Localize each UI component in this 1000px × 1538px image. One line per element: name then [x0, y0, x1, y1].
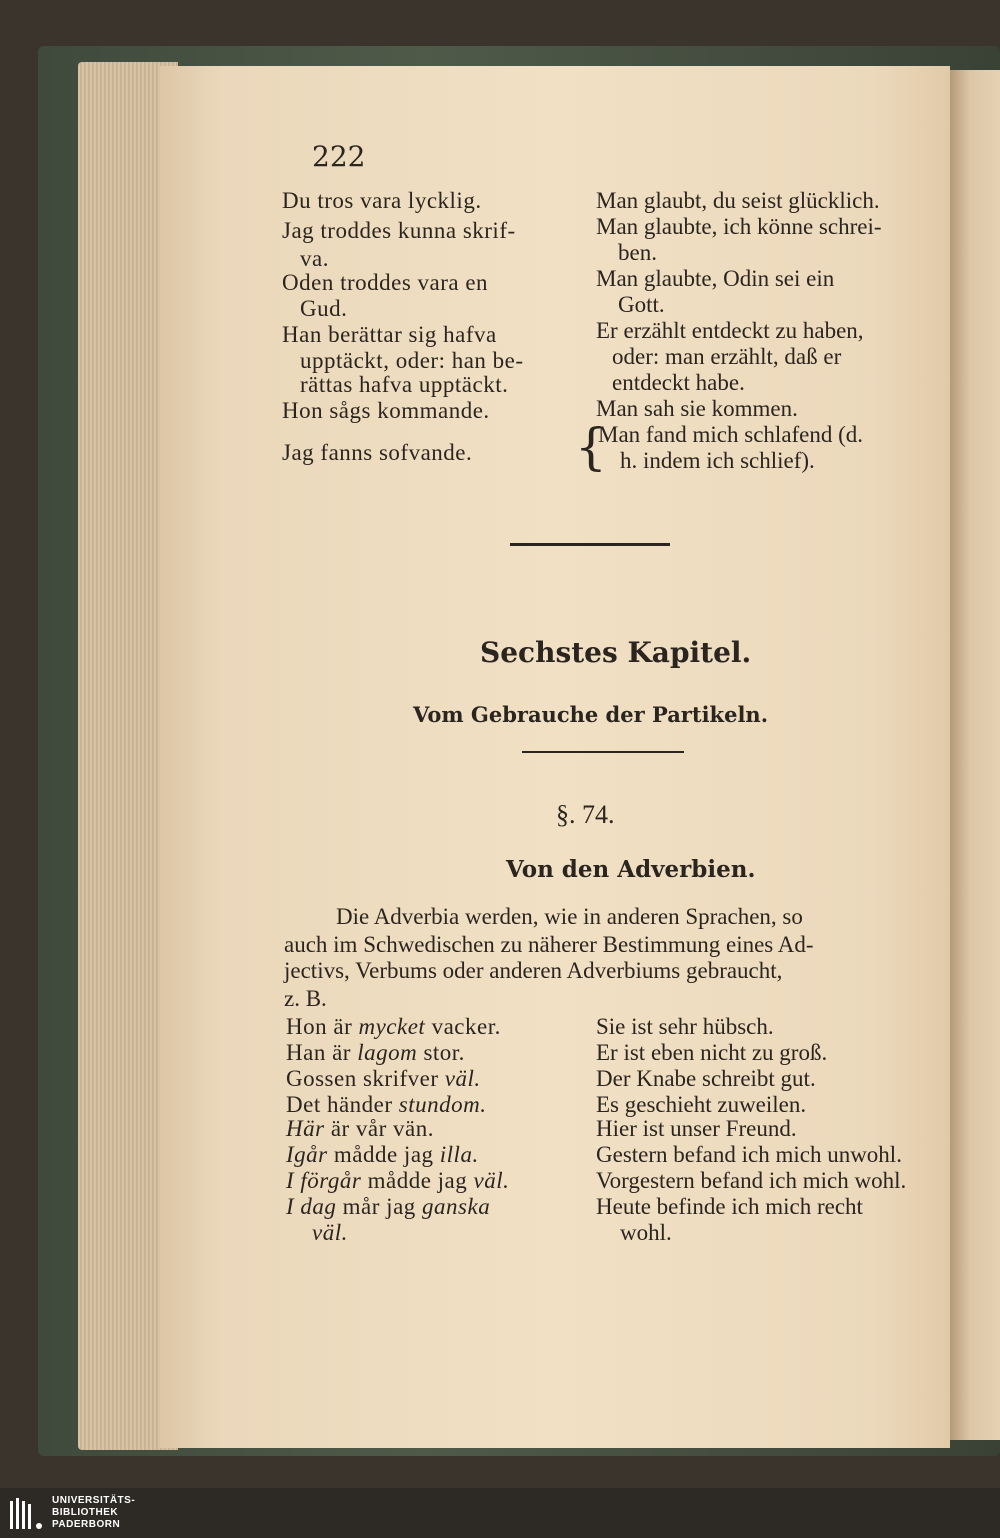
logo-line-2: BIBLIOTHEK — [52, 1507, 119, 1518]
swedish-example-bottom — [312, 1220, 348, 1246]
german-example-top: Gott. — [618, 292, 665, 317]
swedish-example-bottom — [286, 1116, 434, 1142]
german-example-top: Man sah sie kommen. — [596, 396, 798, 421]
italic-adverb: Här — [286, 1116, 325, 1141]
german-example-top: Man glaubte, Odin sei ein — [596, 266, 835, 291]
paragraph-line: z. B. — [284, 986, 327, 1011]
swedish-example-top: Jag troddes kunna skrif- — [282, 218, 516, 243]
section-title: Von den Adverbien. — [506, 856, 756, 883]
swedish-example-top: Oden troddes vara en — [282, 270, 489, 295]
german-example-top: ben. — [618, 240, 657, 265]
german-example-top: Man glaubt, du seist glücklich. — [596, 188, 880, 213]
swedish-example-bottom — [286, 1014, 501, 1040]
curly-brace-icon: { — [575, 418, 607, 476]
swedish-example-top: Han berättar sig hafva — [282, 322, 497, 347]
italic-adverb: I förgår — [286, 1168, 362, 1193]
swedish-example-bottom — [286, 1066, 481, 1092]
divider-ornament — [510, 543, 670, 546]
italic-adverb: lagom — [357, 1040, 418, 1065]
swedish-example-top: upptäckt, oder: han be- — [300, 348, 524, 373]
swedish-example-top: Hon sågs kommande. — [282, 398, 490, 423]
german-example-top: h. indem ich schlief). — [620, 448, 815, 473]
german-example-bottom: Gestern befand ich mich unwohl. — [596, 1142, 902, 1167]
swedish-text: vacker. — [425, 1014, 501, 1039]
italic-adverb: I dag — [286, 1194, 337, 1219]
italic-adverb: illa. — [439, 1142, 479, 1167]
swedish-example-top: Du tros vara lycklig. — [282, 188, 482, 213]
chapter-title: Sechstes Kapitel. — [480, 636, 752, 669]
footer-bar — [0, 1488, 1000, 1538]
swedish-example-top: Gud. — [300, 296, 348, 321]
german-example-top: Man fand mich schlafend (d. — [598, 422, 864, 447]
swedish-text: Det händer — [286, 1092, 399, 1117]
swedish-example-top: va. — [300, 246, 329, 271]
logo-line-3: PADERBORN — [52, 1519, 121, 1530]
logo-line-1: UNIVERSITÄTS- — [52, 1495, 136, 1506]
german-example-bottom: Heute befinde ich mich recht — [596, 1194, 863, 1219]
german-example-bottom: wohl. — [620, 1220, 672, 1245]
chapter-subtitle: Vom Gebrauche der Partikeln. — [413, 702, 769, 727]
italic-adverb: mycket — [358, 1014, 426, 1039]
swedish-text: mådde jag — [327, 1142, 440, 1167]
swedish-example-top: Jag fanns sofvande. — [282, 440, 473, 465]
german-example-bottom: Es geschieht zuweilen. — [596, 1092, 807, 1117]
swedish-text: är vår vän. — [324, 1116, 435, 1141]
library-logo-text — [52, 1495, 135, 1531]
swedish-example-bottom — [286, 1168, 509, 1194]
swedish-text: Gossen skrifver — [286, 1066, 445, 1091]
swedish-example-top: rättas hafva upptäckt. — [300, 372, 509, 397]
paragraph-line: auch im Schwedischen zu näherer Bestimmung eines Ad- — [284, 932, 814, 957]
italic-adverb: väl. — [473, 1168, 510, 1193]
german-example-bottom: Vorgestern befand ich mich wohl. — [596, 1168, 907, 1193]
paragraph-line: Die Adverbia werden, wie in anderen Sprachen, so — [336, 904, 803, 929]
swedish-example-bottom — [286, 1040, 465, 1066]
italic-adverb: väl. — [312, 1220, 348, 1245]
paragraph-line: jectivs, Verbums oder anderen Adverbiums gebraucht, — [284, 958, 783, 983]
swedish-text: Han är — [286, 1040, 358, 1065]
italic-adverb: ganska — [422, 1194, 491, 1219]
page-number: 222 — [312, 140, 366, 173]
next-page-edge — [950, 70, 1000, 1440]
swedish-text: Hon är — [286, 1014, 359, 1039]
german-example-bottom: Sie ist sehr hübsch. — [596, 1014, 774, 1039]
swedish-example-bottom — [286, 1194, 490, 1220]
library-logo-icon — [6, 1495, 46, 1533]
german-example-top: oder: man erzählt, daß er — [612, 344, 842, 369]
swedish-example-bottom — [286, 1092, 487, 1118]
german-example-bottom: Der Knabe schreibt gut. — [596, 1066, 816, 1091]
italic-adverb: stundom. — [398, 1092, 487, 1117]
german-example-top: Man glaubte, ich könne schrei- — [596, 214, 882, 239]
german-example-bottom: Er ist eben nicht zu groß. — [596, 1040, 828, 1065]
italic-adverb: väl. — [444, 1066, 481, 1091]
section-number: §. 74. — [556, 800, 615, 829]
german-example-top: entdeckt habe. — [612, 370, 745, 395]
german-example-top: Er erzählt entdeckt zu haben, — [596, 318, 864, 343]
swedish-text: mådde jag — [361, 1168, 474, 1193]
italic-adverb: Igår — [286, 1142, 328, 1167]
swedish-text: mår jag — [336, 1194, 423, 1219]
divider-line — [522, 751, 684, 753]
swedish-example-bottom — [286, 1142, 479, 1168]
german-example-bottom: Hier ist unser Freund. — [596, 1116, 797, 1141]
swedish-text: stor. — [417, 1040, 465, 1065]
